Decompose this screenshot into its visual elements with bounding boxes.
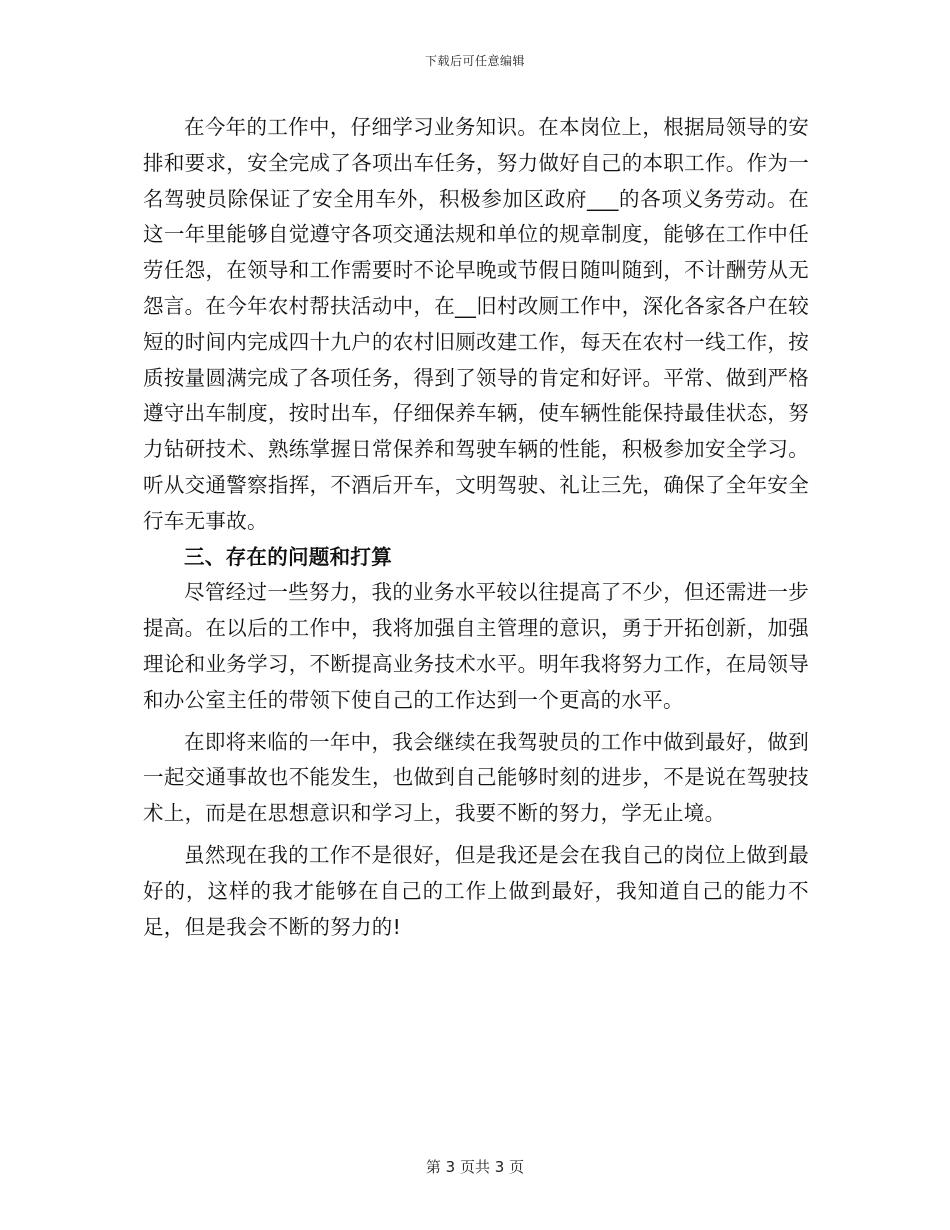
body-paragraph: 在今年的工作中，仔细学习业务知识。在本岗位上，根据局领导的安排和要求，安全完成了各项出车任务，努力做好自己的本职工作。作为一名驾驶员除保证了安全用车外，积极参加区政府___的各项义务劳动。在这一年里能够自觉遵守各项交通法规和单位的规章制度，能够在工作中任劳任怨，在领导和工作需要时不论早晚或节假日随叫随到，不计酬劳从无怨言。在今年农村帮扶活动中，在__旧村改厕工作中，深化各家各户在较短的时间内完成四十九户的农村旧厕改建工作，每天在农村一线工作，按质按量圆满完成了各项任务，得到了领导的肯定和好评。平常、做到严格遵守出车制度，按时出车，仔细保养车辆，使车辆性能保持最佳状态，努力钻研技术、熟练掌握日常保养和驾驶车辆的性能，积极参加安全学习。听从交通警察指挥，不酒后开车，文明驾驶、礼让三先，确保了全年安全行车无事故。 — [143, 115, 809, 533]
body-paragraph: 尽管经过一些努力，我的业务水平较以往提高了不少，但还需进一步提高。在以后的工作中，我将加强自主管理的意识，勇于开拓创新，加强理论和业务学习，不断提高业务技术水平。明年我将努力工作，在局领导和办公室主任的带领下使自己的工作达到一个更高的水平。 — [143, 580, 809, 712]
body-paragraph: 虽然现在我的工作不是很好，但是我还是会在我自己的岗位上做到最好的，这样的我才能够在自己的工作上做到最好，我知道自己的能力不足，但是我会不断的努力的! — [143, 842, 809, 939]
page-header-note: 下载后可任意编辑 — [424, 54, 525, 68]
body-paragraph: 在即将来临的一年中，我会继续在我驾驶员的工作中做到最好，做到一起交通事故也不能发生，也做到自己能够时刻的进步，不是说在驾驶技术上，而是在思想意识和学习上，我要不断的努力，学无止境。 — [143, 729, 809, 826]
section-heading: 三、存在的问题和打算 — [184, 544, 392, 569]
page-number: 第 3 页共 3 页 — [425, 1158, 525, 1176]
document-body — [143, 110, 809, 945]
